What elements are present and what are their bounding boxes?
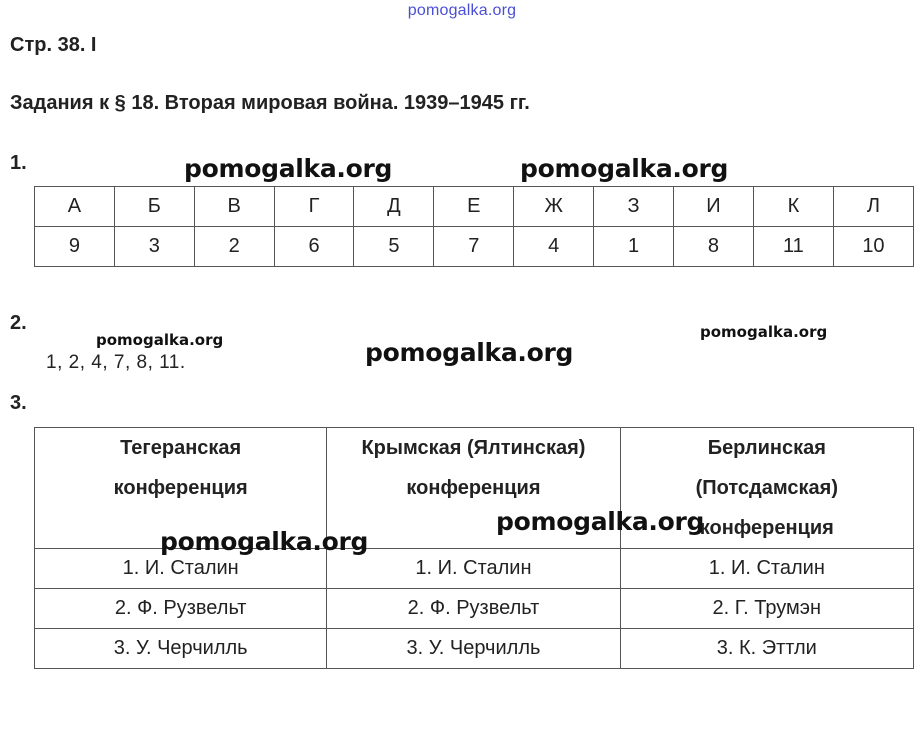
table-row: [35, 589, 914, 629]
number-cell: 7: [434, 227, 514, 267]
table-row: [35, 629, 914, 669]
letter-cell: Ж: [514, 187, 594, 227]
table-cell: 2. Ф. Рузвельт: [35, 589, 327, 629]
letter-cell: А: [35, 187, 115, 227]
letter-cell: Д: [354, 187, 434, 227]
table-cell: 1. И. Сталин: [35, 549, 327, 589]
table-cell: 2. Ф. Рузвельт: [327, 589, 620, 629]
watermark: pomogalka.org: [496, 507, 705, 536]
number-cell: 3: [114, 227, 194, 267]
letter-cell: З: [594, 187, 674, 227]
table-cell: 3. У. Черчилль: [35, 629, 327, 669]
task-2-number: 2.: [10, 312, 27, 334]
table-cell: 1. И. Сталин: [620, 549, 913, 589]
letter-cell: Б: [114, 187, 194, 227]
letter-cell: Е: [434, 187, 514, 227]
number-cell: 10: [833, 227, 913, 267]
letter-cell: Г: [274, 187, 354, 227]
number-cell: 9: [35, 227, 115, 267]
header-line: конференция: [406, 477, 541, 499]
number-cell: 1: [594, 227, 674, 267]
number-cell: 6: [274, 227, 354, 267]
number-cell: 2: [194, 227, 274, 267]
letters-row: [35, 187, 914, 227]
page-reference: Стр. 38. I: [10, 34, 97, 56]
table-cell: 2. Г. Трумэн: [620, 589, 913, 629]
header-line: конференция: [113, 477, 248, 499]
section-heading: Задания к § 18. Вторая мировая война. 1939–1945 гг.: [10, 92, 530, 114]
task-3-number: 3.: [10, 392, 27, 414]
number-cell: 8: [674, 227, 754, 267]
table-cell: 3. У. Черчилль: [327, 629, 620, 669]
number-cell: 4: [514, 227, 594, 267]
task-2-answer: 1, 2, 4, 7, 8, 11.: [46, 352, 186, 373]
watermark: pomogalka.org: [184, 154, 393, 183]
task-1-number: 1.: [10, 152, 27, 174]
table-cell: 1. И. Сталин: [327, 549, 620, 589]
number-cell: 11: [753, 227, 833, 267]
letter-cell: К: [753, 187, 833, 227]
watermark: pomogalka.org: [365, 338, 574, 367]
task-1-answer-table: [34, 186, 914, 267]
header-line: конференция: [699, 517, 834, 539]
top-watermark: pomogalka.org: [407, 2, 517, 19]
letter-cell: И: [674, 187, 754, 227]
number-cell: 5: [354, 227, 434, 267]
table-cell: 3. К. Эттли: [620, 629, 913, 669]
numbers-row: [35, 227, 914, 267]
letter-cell: Л: [833, 187, 913, 227]
header-line: Тегеранская: [120, 437, 242, 459]
watermark: pomogalka.org: [520, 154, 729, 183]
letter-cell: В: [194, 187, 274, 227]
header-line: (Потсдамская): [695, 477, 838, 499]
watermark: pomogalka.org: [96, 331, 224, 349]
watermark: pomogalka.org: [700, 323, 828, 341]
watermark: pomogalka.org: [160, 527, 369, 556]
header-line: Крымская (Ялтинская): [361, 437, 586, 459]
header-line: Берлинская: [707, 437, 826, 459]
